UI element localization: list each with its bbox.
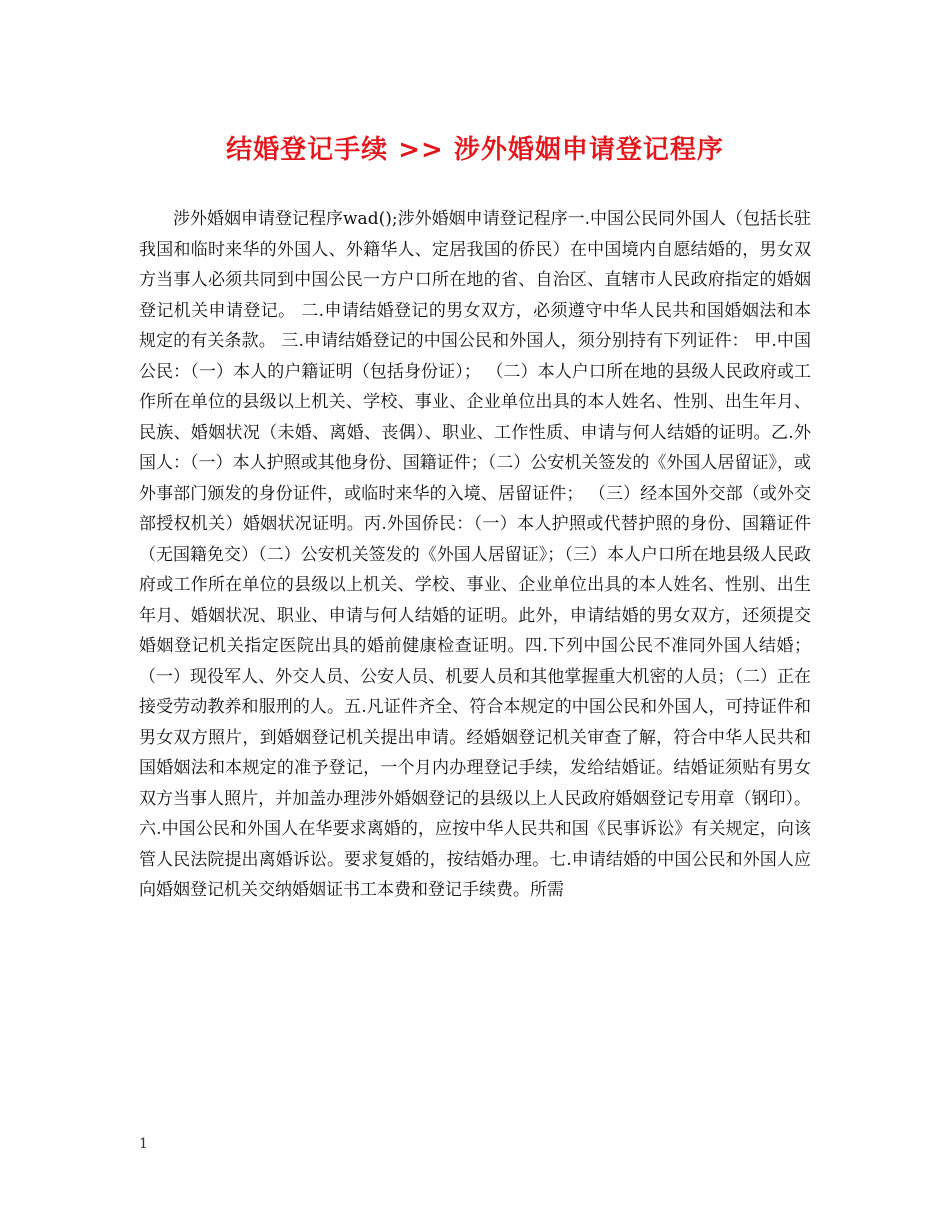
- document-body-paragraph: 涉外婚姻申请登记程序wad();涉外婚姻申请登记程序一.中国公民同外国人（包括长驻我国和临时来华的外国人、外籍华人、定居我国的侨民）在中国境内自愿结婚的，男女双方当事人必须共同到中国公民一方户口所在地的省、自治区、直辖市人民政府指定的婚姻登记机关申请登记。 二.申请结婚登记的男女双方，必须遵守中华人民共和国婚姻法和本规定的有关条款。 三.申请结婚登记的中国公民和外国人，须分别持有下列证件： 甲.中国公民：（一）本人的户籍证明（包括身份证）； （二）本人户口所在地的县级人民政府或工作所在单位的县级以上机关、学校、事业、企业单位出具的本人姓名、性别、出生年月、民族、婚姻状况（未婚、离婚、丧偶）、职业、工作性质、申请与何人结婚的证明。乙.外国人：（一）本人护照或其他身份、国籍证件；（二）公安机关签发的《外国人居留证》，或外事部门颁发的身份证件，或临时来华的入境、居留证件； （三）经本国外交部（或外交部授权机关）婚姻状况证明。丙.外国侨民：（一）本人护照或代替护照的身份、国籍证件（无国籍免交）（二）公安机关签发的《外国人居留证》；（三）本人户口所在地县级人民政府或工作所在单位的县级以上机关、学校、事业、企业单位出具的本人姓名、性别、出生年月、婚姻状况、职业、申请与何人结婚的证明。此外，申请结婚的男女双方，还须提交婚姻登记机关指定医院出具的婚前健康检查证明。四.下列中国公民不准同外国人结婚；（一）现役军人、外交人员、公安人员、机要人员和其他掌握重大机密的人员；（二）正在接受劳动教养和服刑的人。五.凡证件齐全、符合本规定的中国公民和外国人，可持证件和男女双方照片，到婚姻登记机关提出申请。经婚姻登记机关审查了解，符合中华人民共和国婚姻法和本规定的准予登记，一个月内办理登记手续，发给结婚证。结婚证须贴有男女双方当事人照片，并加盖办理涉外婚姻登记的县级以上人民政府婚姻登记专用章（钢印）。六.中国公民和外国人在华要求离婚的，应按中华人民共和国《民事诉讼》有关规定，向该管人民法院提出离婚诉讼。要求复婚的，按结婚办理。七.申请结婚的中国公民和外国人应向婚姻登记机关交纳婚姻证书工本费和登记手续费。所需: [139, 209, 811, 900]
- document-title: 结婚登记手续 >> 涉外婚姻申请登记程序: [226, 135, 724, 165]
- page-number: 1: [139, 1136, 148, 1152]
